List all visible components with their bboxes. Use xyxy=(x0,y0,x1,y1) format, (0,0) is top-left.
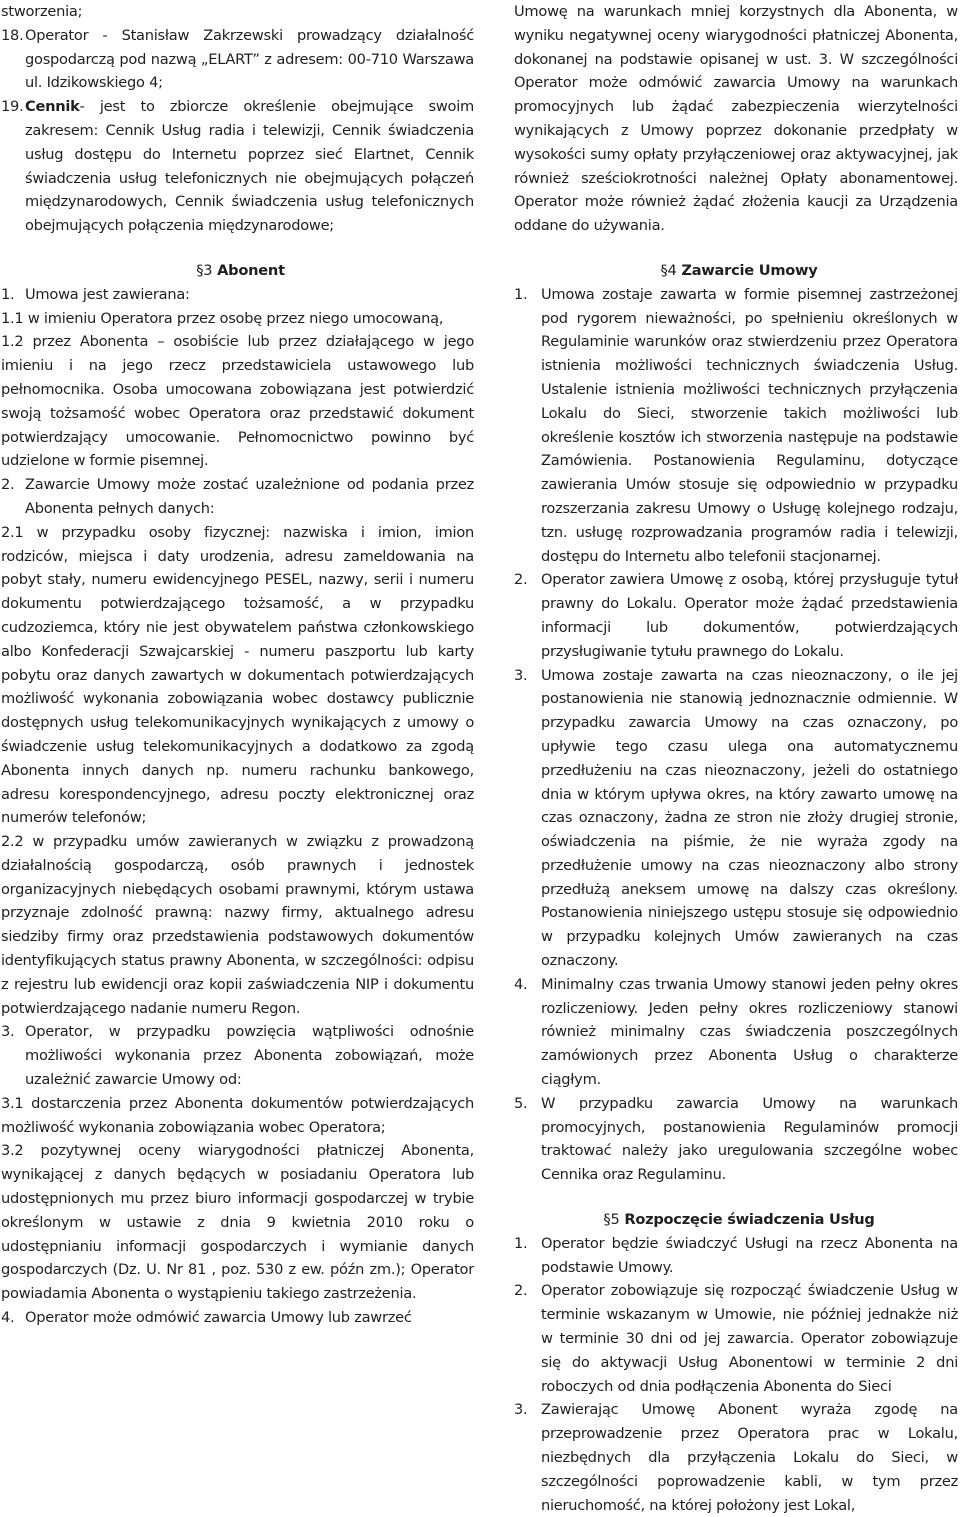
paragraph-text: W przypadku zawarcia Umowy na warunkach promocyjnych, postanowienia Regulaminów promocji traktować należy jako uregulowania szczególne wobec Cennika oraz Regulaminu. xyxy=(541,1094,958,1184)
top-line: stworzenia; xyxy=(1,3,83,20)
subparagraph-2-2: 2.2 w przypadku umów zawieranych w związku z prowadzoną działalnością gospodarczą, osób prawnych i jednostek organizacyjnych niebędących osobami prawnymi, którym ustawa przyznaje zdolność prawną: nazwy firmy, aktualnego adresu siedziby firmy oraz przedstawienia podstawowych dokumentów identyfikujących status prawny Abonenta, w szczególności: odpisu z rejestru lub ewidencji oraz kopii zaświadczenia NIP i dokumentu potwierdzającego nadanie numeru Regon. xyxy=(1,833,474,1017)
subparagraph-1-1: 1.1 w imieniu Operatora przez osobę przez niego umocowaną, xyxy=(1,309,444,327)
right-column xyxy=(514,0,958,1517)
left-column xyxy=(1,0,474,1330)
paragraph-text: Zawarcie Umowy może zostać uzależnione od podania przez Abonenta pełnych danych: xyxy=(25,476,474,517)
section-symbol: §5 xyxy=(603,1211,620,1229)
s4-paragraph-1 xyxy=(514,283,958,569)
paragraph-number: 4. xyxy=(1,1309,15,1327)
s4-paragraph-2 xyxy=(514,568,958,663)
paragraph-number: 2. xyxy=(514,571,528,589)
section-symbol: §3 xyxy=(196,261,213,279)
paragraph-text: Operator, w przypadku powzięcia wątpliwości odnośnie możliwości wykonania przez Abonenta zobowiązań, może uzależnić zawarcie Umowy od: xyxy=(25,1023,474,1089)
paragraph-text: Umowa jest zawierana: xyxy=(25,285,190,303)
paragraph-2 xyxy=(1,473,474,521)
paragraph-number: 3. xyxy=(514,666,528,684)
paragraph-text: Umowa zostaje zawarta na czas nieoznaczony, o ile jej postanowienia nie stanowią jednoznacznie odmiennie. W przypadku zawarcia Umowy na czas oznaczony, po upływie tego czasu ulega ona automatycznemu przedłużeniu na czas nieoznaczony, jeżeli do ostatniego dnia w którym upływa okres, na który zawarto umowę na czas oznaczony, żadna ze stron nie złoży drugiej stronie, oświadczenia na piśmie, że nie wyraża zgody na przedłużenie umowy na czas nieoznaczony albo strony przedłużą aneksem umowę na dalszy czas określony. Postanowienia niniejszego ustępu stosuje się odpowiednio w przypadku kolejnych Umów zawieranych na czas oznaczony. xyxy=(541,666,958,970)
paragraph-number: 5. xyxy=(514,1094,528,1112)
s5-paragraph-1 xyxy=(514,1232,958,1280)
item-number: 19. xyxy=(1,98,24,116)
paragraph-text: Operator może odmówić zawarcia Umowy lub zawrzeć xyxy=(25,1309,412,1327)
section-title: Rozpoczęcie świadczenia Usług xyxy=(624,1211,875,1229)
paragraph-number: 1. xyxy=(514,1234,528,1252)
item-text: Operator - Stanisław Zakrzewski prowadzący działalność gospodarczą pod nazwą „ELART” z adresem: 00-710 Warszawa ul. Idzikowskiego 4; xyxy=(25,26,474,92)
section-title: Abonent xyxy=(217,261,285,279)
paragraph-text: Operator zawiera Umowę z osobą, której przysługuje tytuł prawny do Lokalu. Operator może żądać przedstawienia informacji lub dokumentów, potwierdzających przysługiwanie tytułu prawnego do Lokalu. xyxy=(541,571,958,660)
item-number: 18. xyxy=(1,26,24,44)
paragraph-4 xyxy=(1,1306,474,1330)
section-heading-5 xyxy=(514,1208,958,1232)
paragraph-number: 1. xyxy=(514,285,528,303)
paragraph-number: 3. xyxy=(1,1023,15,1041)
subparagraph-3-1: 3.1 dostarczenia przez Abonenta dokumentów potwierdzających możliwość wykonania zobowiązania wobec Operatora; xyxy=(1,1094,474,1136)
paragraph-text: Operator będzie świadczyć Usługi na rzecz Abonenta na podstawie Umowy. xyxy=(541,1234,958,1276)
paragraph-1 xyxy=(1,283,474,307)
paragraph-text: Operator zobowiązuje się rozpocząć świadczenie Usług w terminie wskazanym w Umowie, nie później jednakże niż w terminie 30 dni od jej zawarcia. Operator zobowiązuje się do aktywacji Usług Abonentowi w terminie 2 dni roboczych od dnia podłączenia Abonenta do Sieci xyxy=(541,1282,958,1395)
section-symbol: §4 xyxy=(660,261,677,279)
paragraph-number: 4. xyxy=(514,975,528,993)
s4-paragraph-3 xyxy=(514,664,958,973)
paragraph-text: Minimalny czas trwania Umowy stanowi jeden pełny okres rozliczeniowy. Jeden pełny okres rozliczeniowy stanowi również minimalny czas świadczenia poszczególnych zamówionych przez Abonenta Usług o charakterze ciągłym. xyxy=(541,975,958,1089)
continued-paragraph: Umowę na warunkach mniej korzystnych dla Abonenta, w wyniku negatywnej oceny wiarygodności płatniczej Abonenta, dokonanej na podstawie opisanej w ust. 3. W szczególności Operator może odmówić zawarcia Umowy na warunkach promocyjnych lub żądać zabezpieczenia wierzytelności wynikających z Umowy poprzez dokonanie przedpłaty w wysokości sumy opłaty przyłączeniowej oraz aktywacyjnej, jak również sześciokrotności należnej Opłaty abonamentowej. Operator może również żądać złożenia kaucji za Urządzenia oddane do używania. xyxy=(514,3,958,235)
item-text: - jest to zbiorcze określenie obejmujące swoim zakresem: Cennik Usług radia i telewizji, Cennik świadczenia usług dostępu do Internetu poprzez sieć Elartnet, Cennik świadczenia usług telefonicznych nie obejmujących połączeń międzynarodowych, Cennik świadczenia usług telefonicznych obejmujących połączenia międzynarodowe; xyxy=(25,98,474,235)
paragraph-number: 2. xyxy=(1,476,15,494)
s4-paragraph-5 xyxy=(514,1092,958,1187)
subparagraph-1-2: 1.2 przez Abonenta – osobiście lub przez działającego w jego imieniu i na jego rzecz przedstawiciela ustawowego lub pełnomocnika. Osoba umocowana zobowiązana jest potwierdzić swoją tożsamość wobec Operatora oraz przedstawić dokument potwierdzający umocowanie. Pełnomocnictwo powinno być udzielone w formie pisemnej. xyxy=(1,333,474,470)
paragraph-text: Zawierając Umowę Abonent wyraża zgodę na przeprowadzenie przez Operatora prac w Lokalu, niezbędnych dla przyłączenia Lokalu do Sieci, w szczególności poprowadzenie kabli, w tym przez nieruchomość, na której położony jest Lokal, xyxy=(541,1401,958,1514)
s5-paragraph-2 xyxy=(514,1279,958,1398)
section-heading-4 xyxy=(514,259,958,283)
paragraph-number: 2. xyxy=(514,1282,528,1300)
paragraph-number: 3. xyxy=(514,1401,528,1419)
subparagraph-3-2: 3.2 pozytywnej oceny wiarygodności płatniczej Abonenta, wynikającej z danych będących w posiadaniu Operatora lub udostępnionych mu przez biuro informacji gospodarczej w trybie określonym w ustawie z dnia 9 kwietnia 2010 roku o udostępnianiu informacji gospodarczych i wymianie danych gospodarczych (Dz. U. Nr 81 , poz. 530 z ew. późn zm.); Operator powiadamia Abonenta o wystąpieniu takiego zastrzeżenia. xyxy=(1,1142,474,1303)
section-title: Zawarcie Umowy xyxy=(681,261,818,279)
definition-item-18 xyxy=(1,24,474,95)
paragraph-text: Umowa zostaje zawarta w formie pisemnej zastrzeżonej pod rygorem nieważności, po spełnieniu określonych w Regulaminie warunków oraz stwierdzeniu przez Operatora istnienia możliwości technicznych świadczenia Usług. Ustalenie istnienia możliwości technicznych przyłączenia Lokalu do Sieci, stworzenie takich możliwości lub określenie kosztów ich stworzenia następuje na podstawie Zamówienia. Postanowienia Regulaminu, dotyczące zawierania Umów stosuje się odpowiednio w przypadku rozszerzania zakresu Umowy o Usługę kolejnego rodzaju, tzn. usługę rozprowadzania programów radia i telewizji, dostępu do Internetu albo telefonii stacjonarnej. xyxy=(541,285,958,565)
paragraph-number: 1. xyxy=(1,285,15,303)
term-bold: Cennik xyxy=(25,98,80,116)
subparagraph-2-1: 2.1 w przypadku osoby fizycznej: nazwiska i imion, imion rodziców, miejsca i daty urodzenia, adresu zameldowania na pobyt stały, numeru ewidencyjnego PESEL, nazwy, serii i numeru dokumentu potwierdzającego tożsamość, a w przypadku cudzoziemca, który nie jest obywatelem państwa członkowskiego albo Konfederacji Szwajcarskiej - numeru paszportu lub karty pobytu oraz danych zawartych w dokumentach potwierdzających możliwość wykonania zobowiązania wobec dostawcy publicznie dostępnych usług telekomunikacyjnych wynikających z umowy o świadczenie usług telekomunikacyjnych a dodatkowo za zgodą Abonenta innych danych np. numeru rachunku bankowego, adresu korespondencyjnego, adresu poczty elektronicznej oraz numerów telefonów; xyxy=(1,523,474,827)
s5-paragraph-3 xyxy=(514,1398,958,1517)
s4-paragraph-4 xyxy=(514,973,958,1092)
definition-item-19 xyxy=(1,95,474,238)
section-heading-3 xyxy=(1,259,474,283)
paragraph-3 xyxy=(1,1020,474,1091)
